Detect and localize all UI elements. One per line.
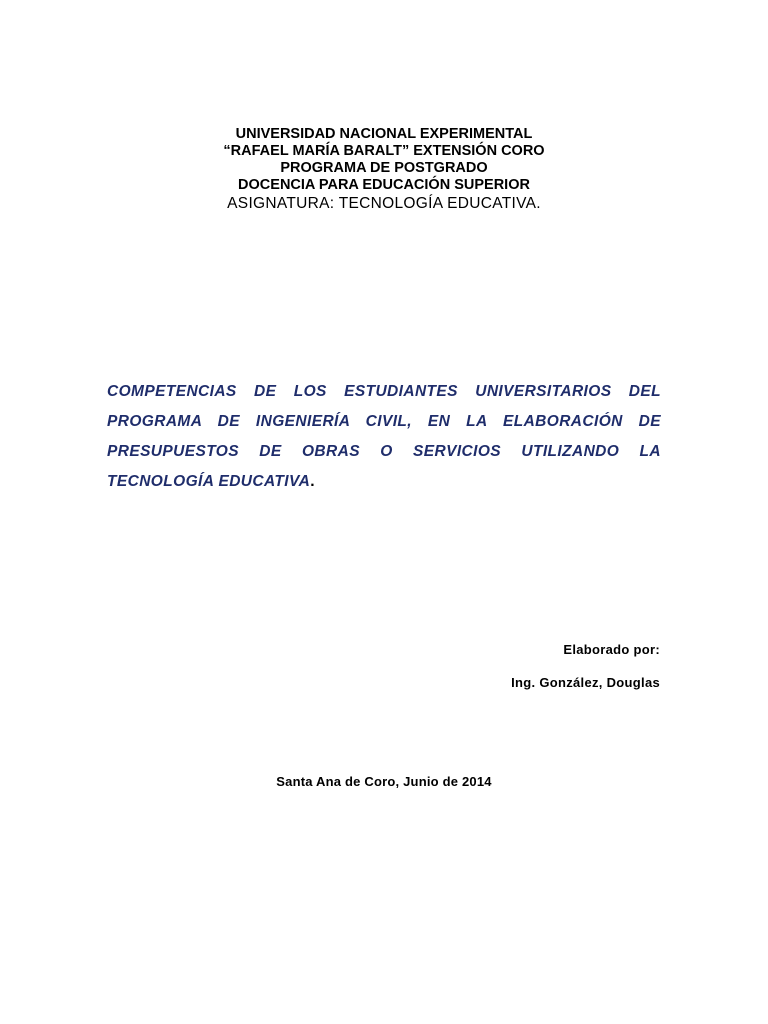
author-label: Elaborado por: [563,642,660,657]
document-title [107,377,661,497]
document-title-text: COMPETENCIAS DE LOS ESTUDIANTES UNIVERSITARIOS DEL PROGRAMA DE INGENIERÍA CIVIL, EN LA ELABORACIÓN DE PRESUPUESTOS DE OBRAS O SERVICIOS UTILIZANDO LA TECNOLOGÍA EDUCATIVA [107,383,661,490]
subject-line: ASIGNATURA: TECNOLOGÍA EDUCATIVA. [227,195,541,212]
university-name: UNIVERSIDAD NACIONAL EXPERIMENTAL [235,126,533,142]
institution-header [0,126,768,213]
place-date: Santa Ana de Coro, Junio de 2014 [276,774,492,789]
document-title-period: . [310,473,315,490]
program-name: PROGRAMA DE POSTGRADO [280,160,488,176]
university-extension: “RAFAEL MARÍA BARALT” EXTENSIÓN CORO [223,143,545,159]
course-name: DOCENCIA PARA EDUCACIÓN SUPERIOR [238,177,530,193]
author-name: Ing. González, Douglas [511,675,660,690]
